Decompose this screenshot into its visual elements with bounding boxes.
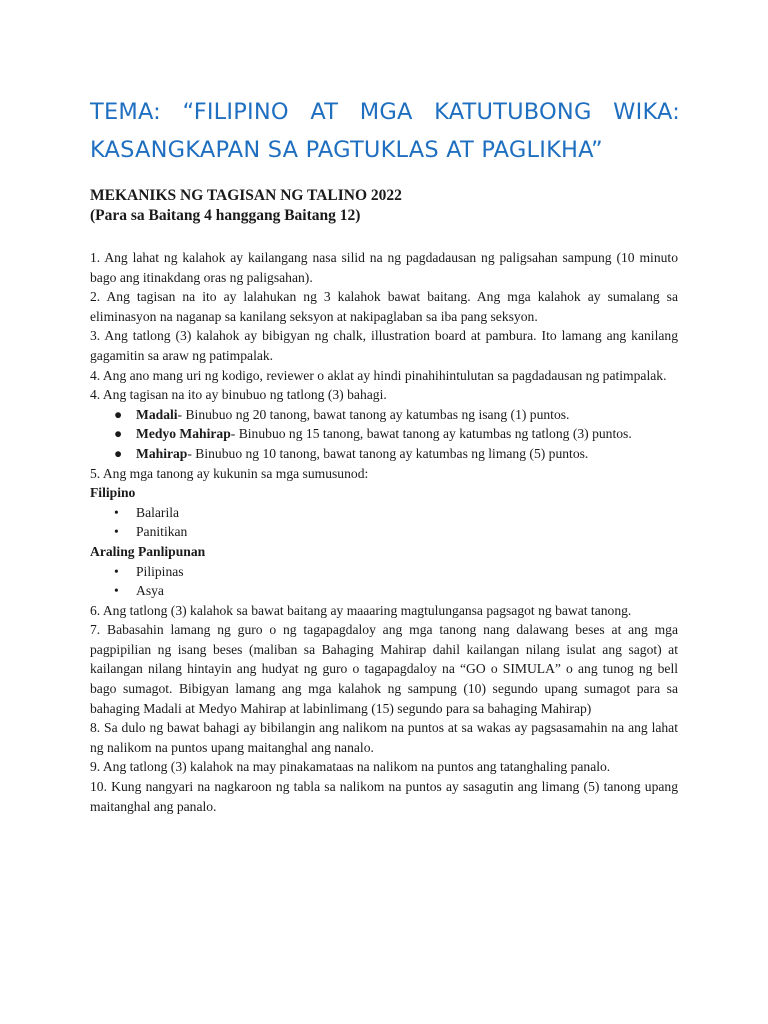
theme-title-line-2: KASANGKAPAN SA PAGTUKLAS AT PAGLIKHA”: [90, 137, 603, 163]
rule-4a: 4. Ang ano mang uri ng kodigo, reviewer o aklat ay hindi pinahihintulutan sa pagdadausan ng patimpalak.: [90, 367, 667, 383]
bullet-icon: ●: [114, 426, 123, 442]
mechanics-subtitle: (Para sa Baitang 4 hanggang Baitang 12): [90, 207, 361, 224]
bullet-icon: ●: [114, 406, 123, 422]
rule-3: 3. Ang tatlong (3) kalahok ay bibigyan ng chalk, illustration board at pambura. Ito lamang ang kanilang gagamitin sa araw ng patimpalak.: [90, 328, 678, 363]
rule-7: 7. Babasahin lamang ng guro o ng tagapagdaloy ang mga tanong nang dalawang beses at ang mga pagpipilian ng isang beses (maliban sa Bahaging Mahirap dahil kailangan nilang isulat ang sagot) at kailangan nilang hintayin ang hudyat ng guro o tagapagdaloy na “GO o SIMULA” o ang tunog ng bell bago sumagot. Bibigyan lamang ang mga kalahok ng sampung (10) segundo upang sumagot para sa bahaging Madali at Medyo Mahirap at labinlimang (15) segundo para sa bahaging Mahirap): [90, 622, 678, 716]
level-name: Mahirap: [136, 445, 188, 461]
rule-4b: 4. Ang tagisan na ito ay binubuo ng tatlong (3) bahagi.: [90, 387, 387, 403]
subject-filipino: Filipino: [90, 485, 136, 501]
list-item: [90, 405, 678, 425]
theme-title-line-1: TEMA: “FILIPINO AT MGA KATUTUBONG WIKA:: [90, 99, 680, 125]
list-item: [90, 522, 678, 542]
topic-label: Panitikan: [136, 524, 188, 540]
araling-panlipunan-topics: [90, 562, 678, 601]
bullet-icon: ●: [114, 445, 123, 461]
bullet-icon: •: [114, 583, 119, 599]
filipino-topics: [90, 503, 678, 542]
rule-1: 1. Ang lahat ng kalahok ay kailangang nasa silid na ng pagdadausan ng paligsahan sampung (10 minuto bago ang itinakdang oras ng paligsahan).: [90, 250, 678, 285]
rule-5: 5. Ang mga tanong ay kukunin sa mga sumusunod:: [90, 465, 369, 481]
subject-araling-panlipunan: Araling Panlipunan: [90, 543, 206, 559]
rule-2: 2. Ang tagisan na ito ay lalahukan ng 3 kalahok bawat baitang. Ang mga kalahok ay sumalang sa eliminasyon na naganap sa kanilang seksyon at nakipaglaban sa iba pang seksyon.: [90, 289, 678, 324]
list-item: [90, 562, 678, 582]
list-item: [90, 444, 678, 464]
topic-label: Asya: [136, 583, 164, 599]
bullet-icon: •: [114, 563, 119, 579]
topic-label: Balarila: [136, 504, 180, 520]
list-item: [90, 503, 678, 523]
theme-title: [90, 93, 680, 169]
list-item: [90, 581, 678, 601]
topic-label: Pilipinas: [136, 563, 184, 579]
rule-6: 6. Ang tatlong (3) kalahok sa bawat baitang ay maaaring magtulungansa pagsagot ng bawat tanong.: [90, 602, 632, 618]
rule-9: 9. Ang tatlong (3) kalahok na may pinakamataas na nalikom na puntos ang tatanghaling panalo.: [90, 759, 611, 775]
rules-body: [90, 248, 678, 816]
mechanics-title: MEKANIKS NG TAGISAN NG TALINO 2022: [90, 187, 402, 204]
rule-10: 10. Kung nangyari na nagkaroon ng tabla sa nalikom na puntos ay sasagutin ang limang (5) tanong upang maitanghal ang panalo.: [90, 779, 678, 814]
level-desc: - Binubuo ng 15 tanong, bawat tanong ay katumbas ng tatlong (3) puntos.: [230, 426, 632, 442]
bullet-icon: •: [114, 504, 119, 520]
rule-8: 8. Sa dulo ng bawat bahagi ay bibilangin ang nalikom na puntos at sa wakas ay pagsasamahin na ang lahat ng nalikom na puntos upang maitanghal ang nanalo.: [90, 720, 678, 755]
level-name: Medyo Mahirap: [136, 426, 231, 442]
levels-list: [90, 405, 678, 464]
level-desc: - Binubuo ng 10 tanong, bawat tanong ay katumbas ng limang (5) puntos.: [187, 445, 589, 461]
level-desc: - Binubuo ng 20 tanong, bawat tanong ay katumbas ng isang (1) puntos.: [177, 406, 570, 422]
mechanics-heading: [90, 186, 690, 226]
bullet-icon: •: [114, 524, 119, 540]
list-item: [90, 424, 678, 444]
level-name: Madali: [136, 406, 178, 422]
